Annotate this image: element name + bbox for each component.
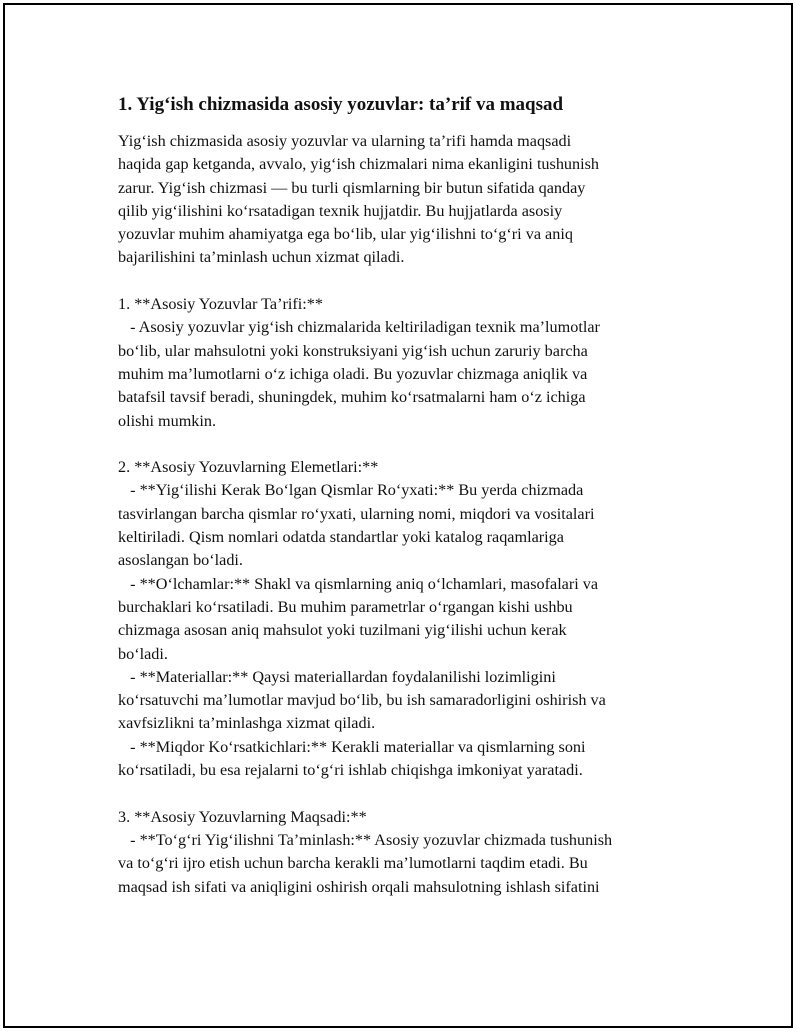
document-body: Yig‘ish chizmasida asosiy yozuvlar va ularning ta’rifi hamda maqsadi haqida gap ketganda, avvalo, yig‘ish chizmalari nima ekanligini tushunish zarur. Yig‘ish chizmasi — bu turli qismlarning bir butun sifatida qanday qilib yig‘ilishini ko‘rsatadigan texnik hujjatdir. Bu hujjatlarda asosiy yozuvlar muhim ahamiyatga ega bo‘lib, ular yig‘ilishni to‘g‘ri va aniq bajarilishini ta’minlash uchun xizmat qiladi. 1. **Asosiy Yozuvlar Ta’rifi:** - Asosiy yozuvlar yig‘ish chizmalarida keltiriladigan texnik ma’lumotlar bo‘lib, ular mahsulotni yoki konstruksiyani yig‘ish uchun zaruriy barcha muhim ma’lumotlarni o‘z ichiga oladi. Bu yozuvlar chizmaga aniqlik va batafsil tavsif beradi, shuningdek, muhim ko‘rsatmalarni ham o‘z ichiga olishi mumkin. 2. **Asosiy Yozuvlarning Elemetlari:** - **Yig‘ilishi Kerak Bo‘lgan Qismlar Ro‘yxati:** Bu yerda chizmada tasvirlangan barcha qismlar ro‘yxati, ularning nomi, miqdori va vositalari keltiriladi. Qism nomlari odatda standartlar yoki katalog raqamlariga asoslangan bo‘ladi. - **O‘lchamlar:** Shakl va qismlarning aniq o‘lchamlari, masofalari va burchaklari ko‘rsatiladi. Bu muhim parametrlar o‘rgangan kishi ushbu chizmaga asosan aniq mahsulot yoki tuzilmani yig‘ilishi uchun kerak bo‘ladi. - **Materiallar:** Qaysi materiallardan foydalanilishi lozimligini ko‘rsatuvchi ma’lumotlar mavjud bo‘lib, bu ish samaradorligini oshirish va xavfsizlikni ta’minlashga xizmat qiladi. - **Miqdor Ko‘rsatkichlari:** Kerakli materiallar va qismlarning soni ko‘rsatiladi, bu esa rejalarni to‘g‘ri ishlab chiqishga imkoniyat yaratadi. 3. **Asosiy Yozuvlarning Maqsadi:** - **To‘g‘ri Yig‘ilishni Ta’minlash:** Asosiy yozuvlar chizmada tushunish va to‘g‘ri ijro etish uchun barcha kerakli ma’lumotlarni taqdim etadi. Bu maqsad ish sifati va aniqligini oshirish orqali mahsulotning ishlash sifatini [118, 132, 613, 896]
document-title: 1. Yig‘ish chizmasida asosiy yozuvlar: ta’rif va maqsad [118, 94, 564, 115]
document-content [118, 92, 698, 899]
